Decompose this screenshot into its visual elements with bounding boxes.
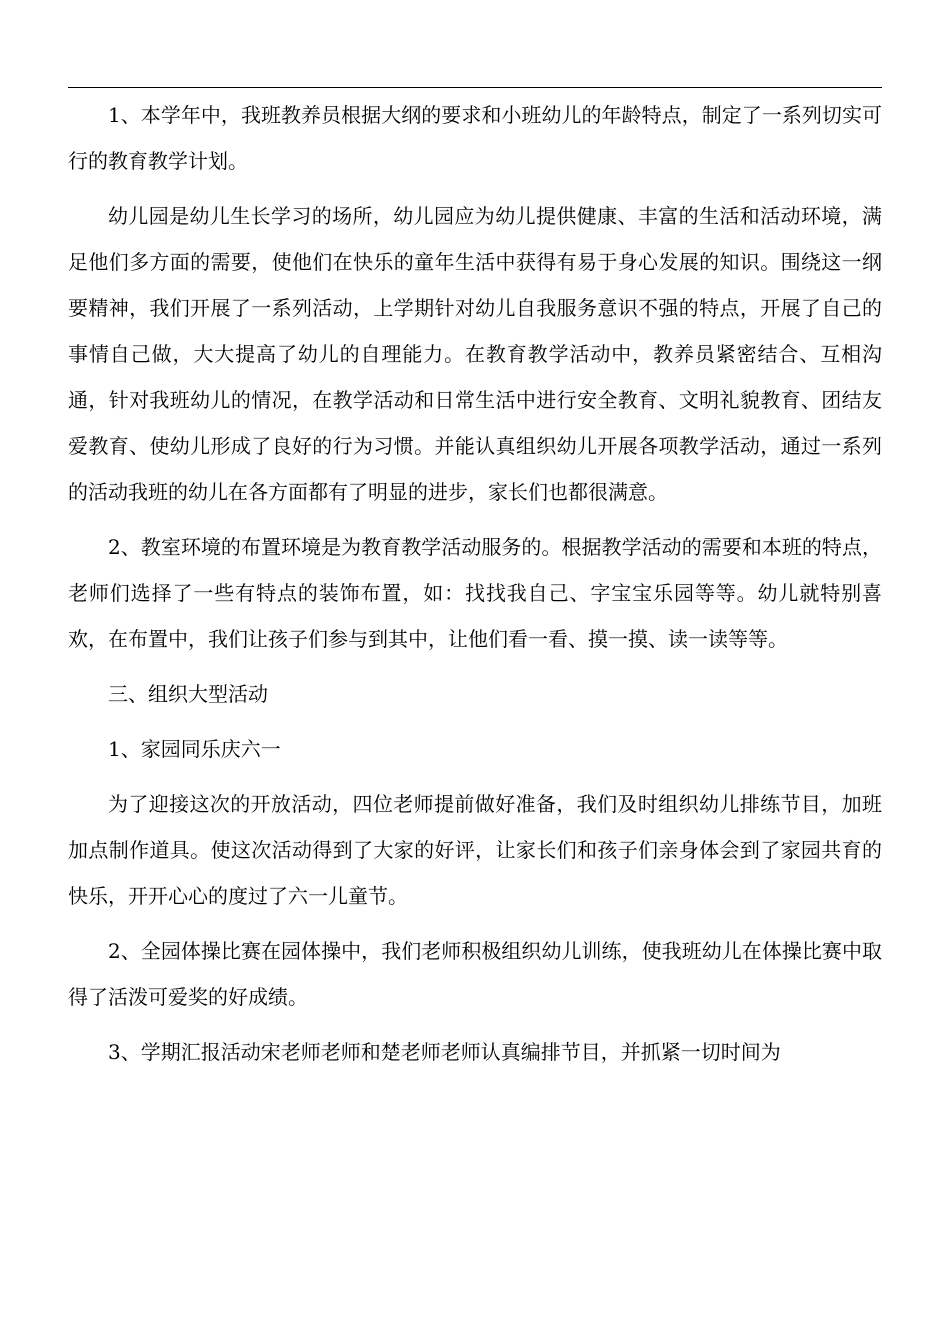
document-body (68, 92, 882, 1084)
paragraph-open-activity: 为了迎接这次的开放活动，四位老师提前做好准备，我们及时组织幼儿排练节目，加班加点制作道具。使这次活动得到了大家的好评，让家长们和孩子们亲身体会到了家园共育的快乐，开开心心的度过了六一儿童节。 (68, 792, 882, 908)
paragraph-teaching-plan: 1、本学年中，我班教养员根据大纲的要求和小班幼儿的年龄特点，制定了一系列切实可行的教育教学计划。 (68, 103, 882, 173)
paragraph-classroom-decoration: 2、教室环境的布置环境是为教育教学活动服务的。根据教学活动的需要和本班的特点，老师们选择了一些有特点的装饰布置，如：找找我自己、字宝宝乐园等等。幼儿就特别喜欢，在布置中，我们让孩子们参与到其中，让他们看一看、摸一摸、读一读等等。 (68, 535, 882, 651)
header-rule (68, 87, 882, 88)
section-heading-large-activities: 三、组织大型活动 (108, 682, 268, 706)
paragraph-kindergarten-environment: 幼儿园是幼儿生长学习的场所，幼儿园应为幼儿提供健康、丰富的生活和活动环境，满足他们多方面的需要，使他们在快乐的童年生活中获得有易于身心发展的知识。围绕这一纲要精神，我们开展了一系列活动，上学期针对幼儿自我服务意识不强的特点，开展了自己的事情自己做，大大提高了幼儿的自理能力。在教育教学活动中，教养员紧密结合、互相沟通，针对我班幼儿的情况，在教学活动和日常生活中进行安全教育、文明礼貌教育、团结友爱教育、使幼儿形成了良好的行为习惯。并能认真组织幼儿开展各项教学活动，通过一系列的活动我班的幼儿在各方面都有了明显的进步，家长们也都很满意。 (68, 204, 882, 504)
paragraph-gymnastics-contest: 2、全园体操比赛在园体操中，我们老师积极组织幼儿训练，使我班幼儿在体操比赛中取得了活泼可爱奖的好成绩。 (68, 939, 882, 1009)
subheading-childrens-day: 1、家园同乐庆六一 (108, 737, 281, 761)
paragraph-term-report: 3、学期汇报活动宋老师老师和楚老师老师认真编排节目，并抓紧一切时间为 (108, 1040, 781, 1064)
